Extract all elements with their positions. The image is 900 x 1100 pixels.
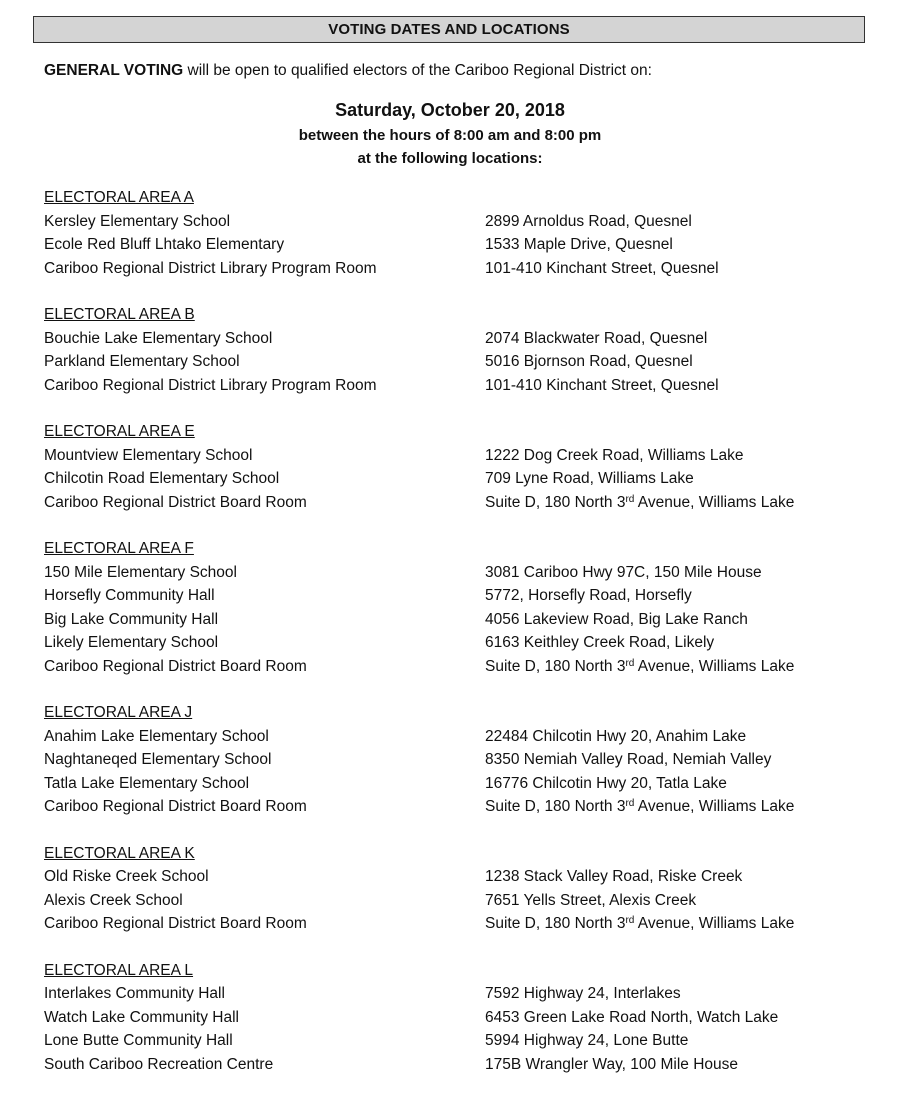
location-name: Bouchie Lake Elementary School xyxy=(44,329,273,347)
location-name: Kersley Elementary School xyxy=(44,212,231,230)
location-address xyxy=(485,748,771,772)
location-address-text: Suite D, 180 North 3 xyxy=(485,798,626,815)
location-address-text: 101-410 Kinchant Street, Quesnel xyxy=(485,259,719,277)
location-address xyxy=(485,257,719,281)
location-row xyxy=(44,1006,874,1030)
electoral-areas-list xyxy=(44,186,874,1099)
location-name: Watch Lake Community Hall xyxy=(44,1008,239,1026)
location-row xyxy=(44,631,874,655)
location-name: Old Riske Creek School xyxy=(44,868,209,885)
location-row xyxy=(44,608,874,632)
location-address-text: 8350 Nemiah Valley Road, Nemiah Valley xyxy=(485,751,772,768)
location-address xyxy=(485,772,727,796)
location-row xyxy=(44,982,874,1006)
location-row xyxy=(44,865,874,889)
electoral-area-title: ELECTORAL AREA B xyxy=(44,306,195,323)
location-name: South Cariboo Recreation Centre xyxy=(44,1055,274,1073)
location-address-text: Suite D, 180 North 3 xyxy=(485,493,626,511)
location-address xyxy=(485,584,692,608)
location-name: Ecole Red Bluff Lhtako Elementary xyxy=(44,236,285,253)
location-row xyxy=(44,257,874,281)
location-address-text: Suite D, 180 North 3 xyxy=(485,915,626,932)
location-address-text: 5994 Highway 24, Lone Butte xyxy=(485,1032,689,1049)
location-address-text: 1222 Dog Creek Road, Williams Lake xyxy=(485,446,744,464)
electoral-area-section xyxy=(44,420,874,514)
electoral-area-title: ELECTORAL AREA A xyxy=(44,189,194,206)
location-row xyxy=(44,233,874,257)
location-address xyxy=(485,561,762,585)
location-row xyxy=(44,374,874,398)
location-address-text: 5016 Bjornson Road, Quesnel xyxy=(485,353,693,370)
location-address-text: 709 Lyne Road, Williams Lake xyxy=(485,470,694,487)
location-row xyxy=(44,491,874,515)
location-address xyxy=(485,631,714,655)
location-name: Cariboo Regional District Library Program Room xyxy=(44,259,377,277)
intro-paragraph xyxy=(44,62,652,80)
voting-date: Saturday, October 20, 2018 xyxy=(335,100,565,120)
location-address xyxy=(485,889,696,913)
electoral-area-title: ELECTORAL AREA F xyxy=(44,540,194,557)
location-name: Parkland Elementary School xyxy=(44,353,240,370)
electoral-area-title: ELECTORAL AREA J xyxy=(44,704,193,721)
location-name: Lone Butte Community Hall xyxy=(44,1032,233,1049)
location-address-text-after: Avenue, Williams Lake xyxy=(634,493,795,511)
location-address xyxy=(485,912,794,936)
location-name: Alexis Creek School xyxy=(44,891,183,909)
electoral-area-section xyxy=(44,537,874,678)
location-address xyxy=(485,982,681,1006)
location-address-text: 7651 Yells Street, Alexis Creek xyxy=(485,891,697,909)
location-address xyxy=(485,608,748,632)
location-row xyxy=(44,561,874,585)
ordinal-suffix: rd xyxy=(625,657,635,669)
locations-intro: at the following locations: xyxy=(357,150,543,167)
electoral-area-section xyxy=(44,959,874,1077)
location-name: Cariboo Regional District Board Room xyxy=(44,798,307,815)
voting-hours: between the hours of 8:00 am and 8:00 pm xyxy=(298,127,602,144)
location-name: Chilcotin Road Elementary School xyxy=(44,470,280,487)
location-row xyxy=(44,444,874,468)
location-address xyxy=(485,491,794,515)
location-address-text: 7592 Highway 24, Interlakes xyxy=(485,985,681,1002)
location-address-text-after: Avenue, Williams Lake xyxy=(634,915,795,932)
location-address-text: 6453 Green Lake Road North, Watch Lake xyxy=(485,1008,779,1026)
location-address-text: 16776 Chilcotin Hwy 20, Tatla Lake xyxy=(485,774,727,792)
location-address-text-after: Avenue, Williams Lake xyxy=(634,657,795,675)
location-address xyxy=(485,1029,688,1053)
location-address-text: 6163 Keithley Creek Road, Likely xyxy=(485,634,715,651)
location-address xyxy=(485,725,746,749)
ordinal-suffix: rd xyxy=(625,798,635,809)
location-row xyxy=(44,210,874,234)
location-row xyxy=(44,1029,874,1053)
location-name: Likely Elementary School xyxy=(44,634,219,651)
location-name: Tatla Lake Elementary School xyxy=(44,774,250,792)
location-address-text: 2074 Blackwater Road, Quesnel xyxy=(485,329,708,347)
location-name: Naghtaneqed Elementary School xyxy=(44,751,272,768)
location-row xyxy=(44,655,874,679)
location-address xyxy=(485,467,694,491)
location-row xyxy=(44,889,874,913)
location-name: Cariboo Regional District Library Program Room xyxy=(44,376,377,394)
location-address xyxy=(485,444,743,468)
intro-rest: will be open to qualified electors of the Cariboo Regional District on: xyxy=(183,62,652,79)
location-address-text: 101-410 Kinchant Street, Quesnel xyxy=(485,376,719,394)
location-name: Cariboo Regional District Board Room xyxy=(44,657,307,675)
location-address-text: 22484 Chilcotin Hwy 20, Anahim Lake xyxy=(485,727,747,745)
location-row xyxy=(44,772,874,796)
location-name: 150 Mile Elementary School xyxy=(44,563,237,581)
location-address-text-after: Avenue, Williams Lake xyxy=(634,798,795,815)
location-address-text: 1533 Maple Drive, Quesnel xyxy=(485,236,673,253)
location-row xyxy=(44,467,874,491)
electoral-area-section xyxy=(44,303,874,397)
location-address xyxy=(485,865,742,889)
electoral-area-title: ELECTORAL AREA K xyxy=(44,844,195,862)
location-address xyxy=(485,233,673,257)
intro-bold: GENERAL VOTING xyxy=(44,62,184,79)
location-address xyxy=(485,1006,778,1030)
location-address xyxy=(485,210,692,234)
location-row xyxy=(44,1053,874,1077)
location-address-text: 4056 Lakeview Road, Big Lake Ranch xyxy=(485,610,748,628)
location-row xyxy=(44,748,874,772)
location-name: Cariboo Regional District Board Room xyxy=(44,915,307,932)
location-name: Mountview Elementary School xyxy=(44,446,253,464)
ordinal-suffix: rd xyxy=(625,915,635,926)
ordinal-suffix: rd xyxy=(625,493,635,505)
location-row xyxy=(44,912,874,936)
electoral-area-title: ELECTORAL AREA E xyxy=(44,423,195,440)
location-row xyxy=(44,350,874,374)
location-row xyxy=(44,584,874,608)
location-address-text: 1238 Stack Valley Road, Riske Creek xyxy=(485,868,743,885)
electoral-area-title: ELECTORAL AREA L xyxy=(44,961,194,979)
location-address xyxy=(485,327,707,351)
page-title: VOTING DATES AND LOCATIONS xyxy=(33,16,865,43)
location-address xyxy=(485,795,794,819)
location-address xyxy=(485,374,719,398)
electoral-area-section xyxy=(44,186,874,280)
location-address xyxy=(485,655,794,679)
location-address-text: 175B Wrangler Way, 100 Mile House xyxy=(485,1055,738,1073)
location-address-text: 3081 Cariboo Hwy 97C, 150 Mile House xyxy=(485,563,762,581)
location-row xyxy=(44,795,874,819)
location-address xyxy=(485,350,693,374)
location-address xyxy=(485,1053,738,1077)
electoral-area-section xyxy=(44,701,874,819)
location-name: Big Lake Community Hall xyxy=(44,610,219,628)
location-name: Cariboo Regional District Board Room xyxy=(44,493,307,511)
location-row xyxy=(44,327,874,351)
location-name: Horsefly Community Hall xyxy=(44,587,215,604)
location-name: Interlakes Community Hall xyxy=(44,985,225,1002)
electoral-area-section xyxy=(44,842,874,936)
location-name: Anahim Lake Elementary School xyxy=(44,727,269,745)
location-address-text: 5772, Horsefly Road, Horsefly xyxy=(485,587,692,604)
location-address-text: 2899 Arnoldus Road, Quesnel xyxy=(485,212,692,230)
location-address-text: Suite D, 180 North 3 xyxy=(485,657,626,675)
location-row xyxy=(44,725,874,749)
